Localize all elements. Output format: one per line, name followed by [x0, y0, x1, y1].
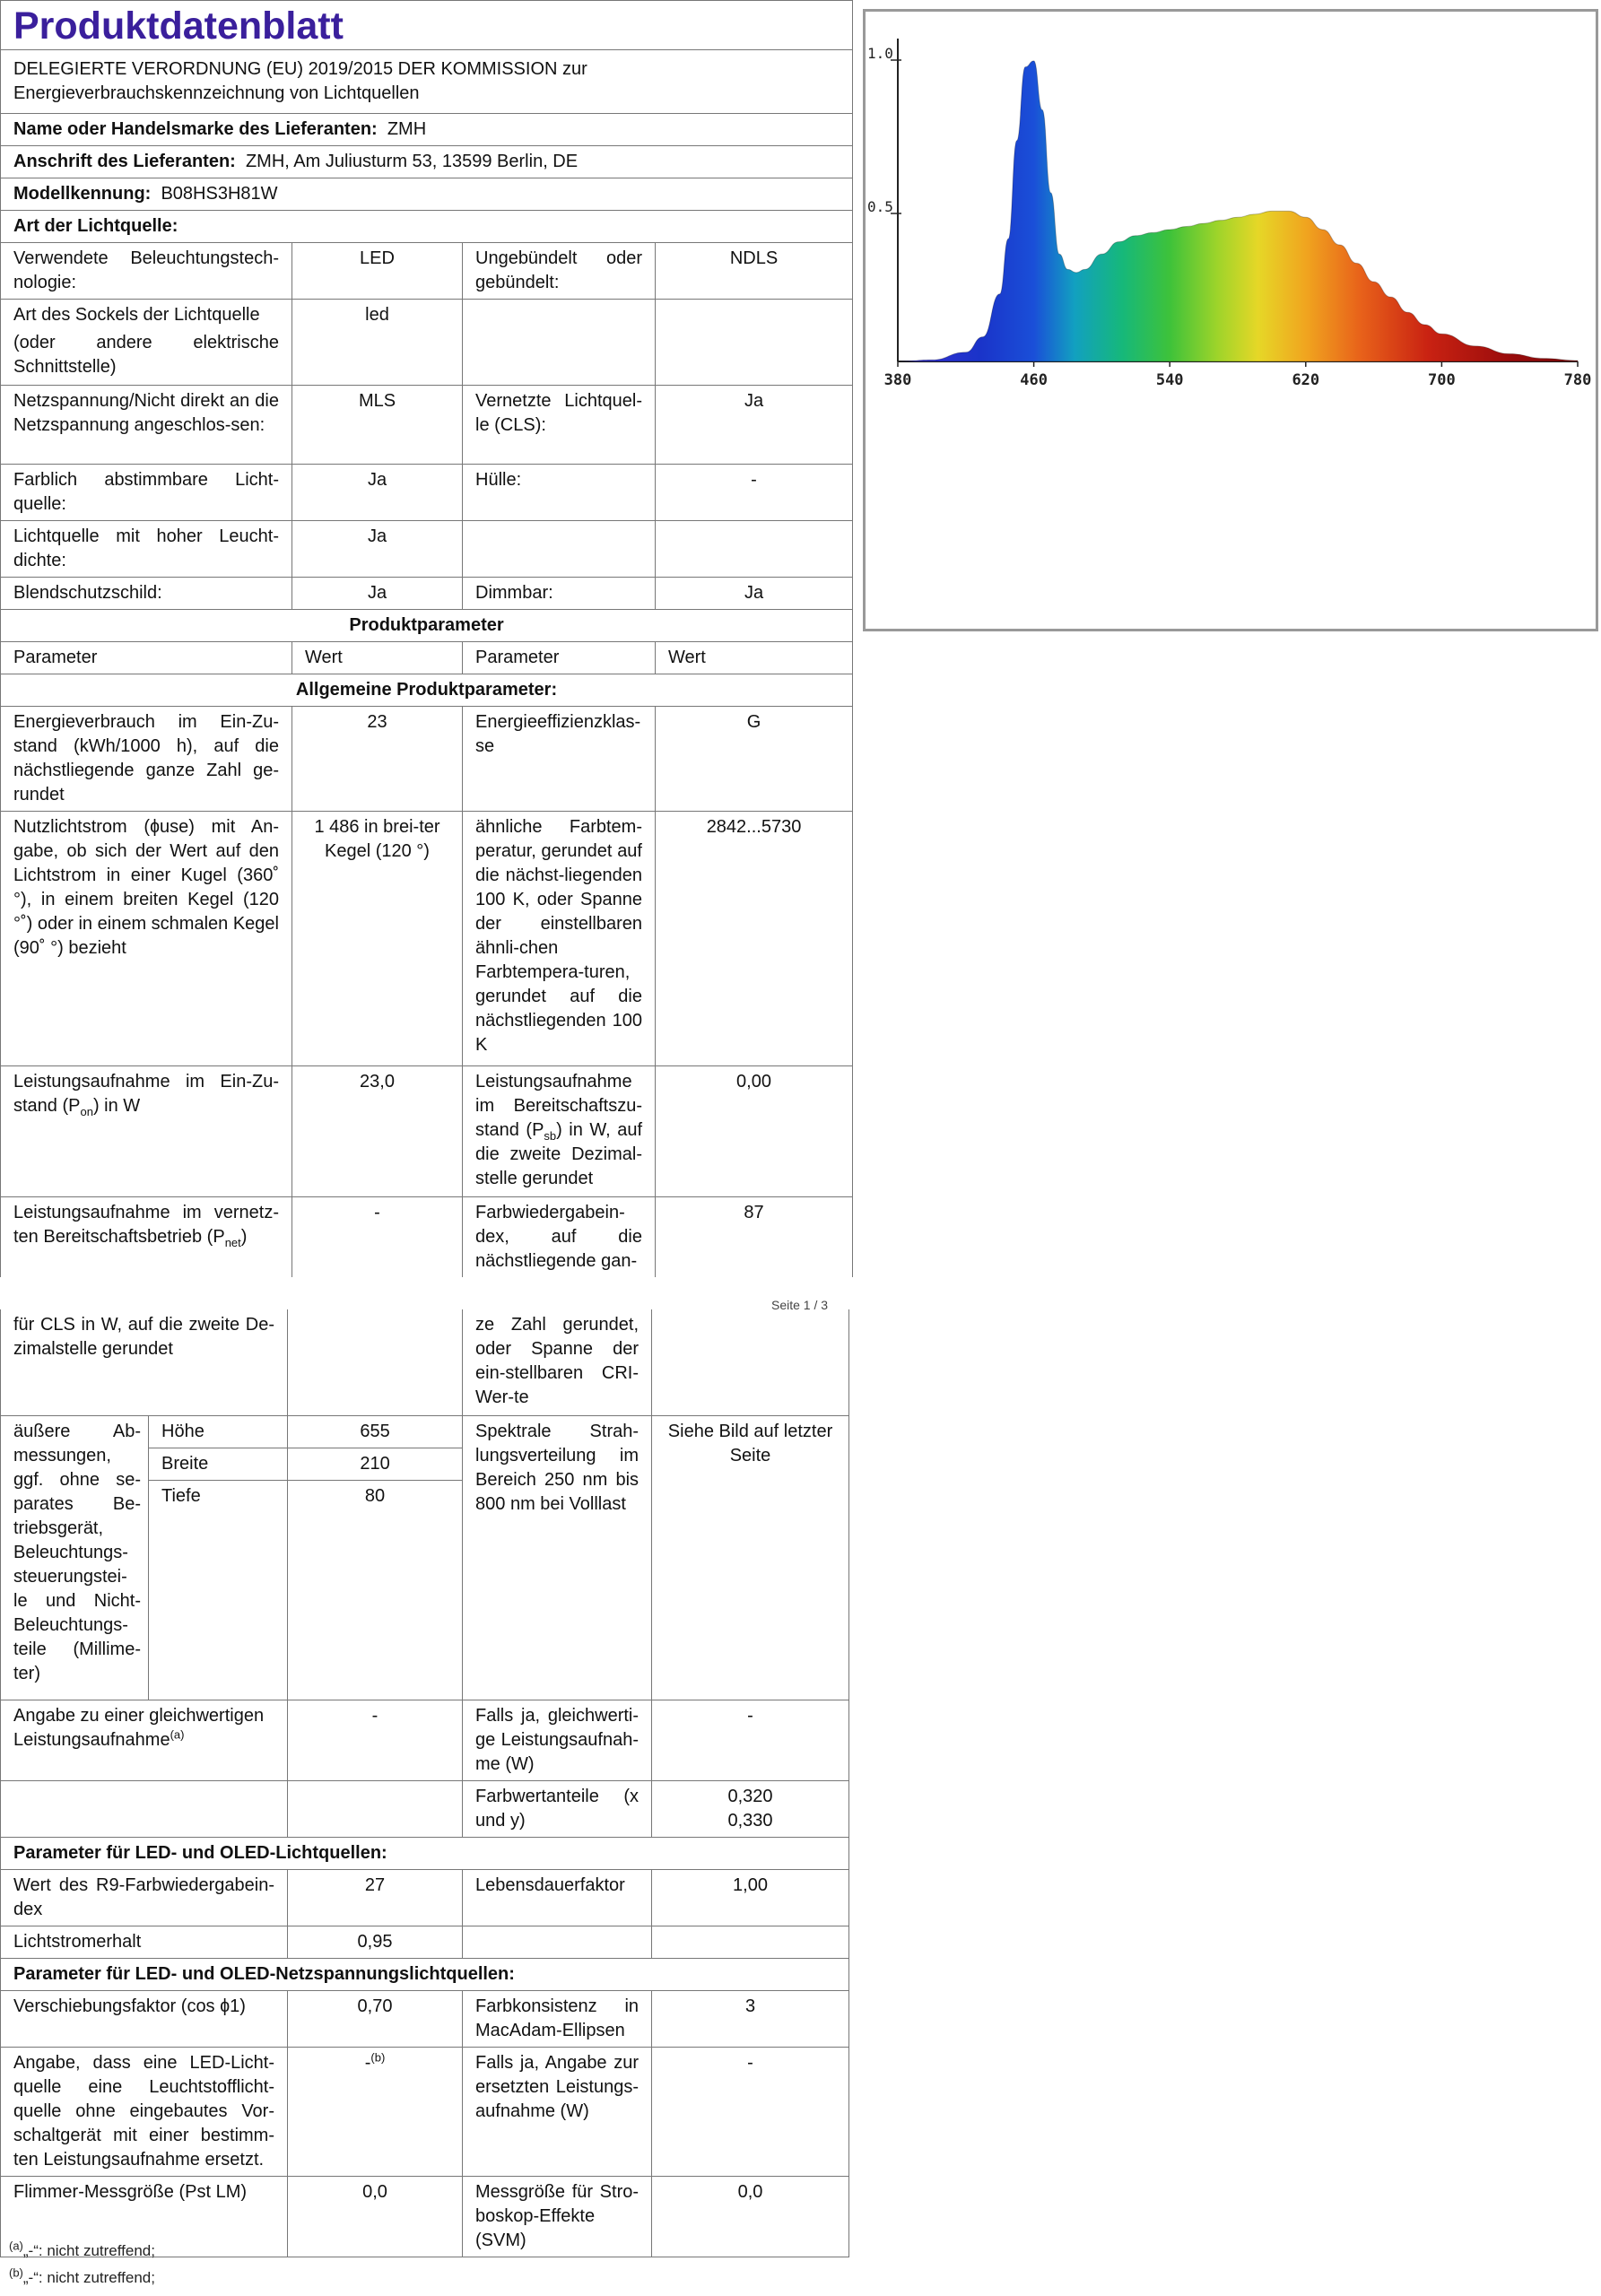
model-row [1, 178, 853, 211]
networked-standby-label: Leistungsaufnahme im vernetz-ten Bereitschaftsbetrieb $(P_{net})$ [1, 1197, 292, 1278]
empty-cell [288, 1512, 463, 1700]
col-header-value: Wert [656, 642, 853, 674]
cct-label: ähnliche Farbtem-peratur, gerundet auf die nächst-liegenden 100 K, oder Spanne der einstellbaren ähnli-chen Farbtempera-turen, gerundet auf die nächstliegenden 100 K [463, 812, 656, 1066]
spectral-distribution-chart [863, 9, 1598, 631]
datasheet-page-2 [0, 1309, 848, 2257]
supplier-address: ZMH, Am Juliusturm 53, 13599 Berlin, DE [245, 152, 579, 171]
empty-cell [1, 1781, 288, 1838]
footnote-a: $^{(a)}$„-“: nicht zutreffend; [9, 2239, 155, 2259]
x-tick-label: 380 [883, 371, 912, 389]
page-title: Produktdatenblatt [1, 1, 853, 50]
mains-value: MLS [292, 386, 463, 465]
r9-label: Wert des R9-Farbwiedergabein-dex [1, 1870, 288, 1926]
height-label: Höhe [149, 1415, 288, 1448]
empty-cell [463, 1926, 652, 1959]
directional-label: Ungebündelt oder gebündelt: [463, 243, 656, 300]
equivalent-power-if-yes-label: Falls ja, gleichwerti-ge Leistungsaufnah-me (W) [463, 1700, 652, 1781]
tech-value: LED [292, 243, 463, 300]
spd-label: Spektrale Strah-lungsverteilung im Bereich 250 nm bis 800 nm bei Volllast [463, 1415, 652, 1700]
r9-value: 27 [288, 1870, 463, 1926]
dimmable-value: Ja [656, 578, 853, 610]
energy-label: Energieverbrauch im Ein-Zu-stand (kWh/1000 h), auf die nächstliegende ganze Zahl ge-rundet [1, 707, 292, 812]
survival-factor-label: Lebensdauerfaktor [463, 1870, 652, 1926]
flicker-value: 0,0 [288, 2177, 463, 2257]
energy-value: 23 [292, 707, 463, 812]
on-power-label: Leistungsaufnahme im Ein-Zu-stand $(P_{on})$ in W [1, 1066, 292, 1197]
dimmable-label: Dimmbar: [463, 578, 656, 610]
anti-glare-label: Blendschutzschild: [1, 578, 292, 610]
y-tick-label: 1.0 [867, 45, 893, 62]
supplier-address-label: Anschrift des Lieferanten: [13, 152, 236, 171]
fluorescent-replacement-label: Angabe, dass eine LED-Licht-quelle eine Leuchtstofflicht-quelle ohne eingebautes Vor-schaltgerät mit einer bestimm-ten Leistungsaufnahme ersetzt. [1, 2048, 288, 2177]
macadam-value: 3 [652, 1991, 849, 2048]
fluorescent-replacement-value: -$^{(b)}$ [288, 2048, 463, 2177]
empty-cell [463, 521, 656, 578]
empty-cell [656, 521, 853, 578]
anti-glare-value: Ja [292, 578, 463, 610]
chromaticity-y: 0,330 [727, 1811, 773, 1831]
chromaticity-value [652, 1781, 849, 1838]
efficiency-class-label: Energieeffizienzklas-se [463, 707, 656, 812]
page-number: Seite 1 / 3 [771, 1298, 829, 1312]
cct-value: 2842...5730 [656, 812, 853, 1066]
tunable-label: Farblich abstimmbare Licht-quelle: [1, 465, 292, 521]
led-heading: Parameter für LED- und OLED-Lichtquellen: [1, 1838, 849, 1870]
col-header-parameter: Parameter [1, 642, 292, 674]
empty-cell [288, 1781, 463, 1838]
on-power-value: 23,0 [292, 1066, 463, 1197]
depth-label: Tiefe [149, 1480, 288, 1512]
spd-value: Siehe Bild auf letzter Seite [652, 1415, 849, 1700]
datasheet-page-1 [0, 0, 852, 1277]
tunable-value: Ja [292, 465, 463, 521]
replaced-power-value: - [652, 2048, 849, 2177]
svm-value: 0,0 [652, 2177, 849, 2257]
empty-cell [463, 300, 656, 386]
regulation-text: DELEGIERTE VERORDNUNG (EU) 2019/2015 DER KOMMISSION zur Energieverbrauchskennzeichnung von Lichtquellen [1, 50, 853, 114]
lumen-maintenance-value: 0,95 [288, 1926, 463, 1959]
equivalent-power-label: Angabe zu einer gleichwertigen Leistungsaufnahme$^{(a)}$ [1, 1700, 288, 1781]
type-heading: Art der Lichtquelle: [1, 211, 853, 243]
mains-heading: Parameter für LED- und OLED-Netzspannungslichtquellen: [1, 1959, 849, 1991]
luminous-flux-label: Nutzlichtstrom (ɸuse) mit An-gabe, ob sich der Wert auf den Lichtstrom in einer Kugel (360˚ °), in einem breiten Kegel (120 °˚) oder in einem schmalen Kegel (90˚ °) bezieht [1, 812, 292, 1066]
col-header-value: Wert [292, 642, 463, 674]
spectral-distribution-svg [866, 12, 1596, 629]
x-tick-label: 620 [1292, 371, 1320, 389]
datasheet-table-continued [0, 1309, 849, 2257]
x-tick-label: 780 [1563, 371, 1592, 389]
cap-type-value: led [292, 300, 463, 386]
footnote-b: $^{(b)}$„-“: nicht zutreffend; [9, 2266, 155, 2286]
mains-label: Netzspannung/Nicht direkt an die Netzspannung angeschlos-sen: [1, 386, 292, 465]
height-value: 655 [288, 1415, 463, 1448]
datasheet-table [0, 0, 853, 1277]
general-heading: Allgemeine Produktparameter: [1, 674, 853, 707]
x-tick-label: 460 [1020, 371, 1048, 389]
chromaticity-label: Farbwertanteile (x und y) [463, 1781, 652, 1838]
product-params-heading: Produktparameter [1, 610, 853, 642]
envelope-label: Hülle: [463, 465, 656, 521]
chromaticity-x: 0,320 [727, 1787, 773, 1806]
chart-series [898, 61, 1578, 361]
col-header-parameter: Parameter [463, 642, 656, 674]
macadam-label: Farbkonsistenz in MacAdam-Ellipsen [463, 1991, 652, 2048]
width-value: 210 [288, 1448, 463, 1480]
cap-type-sublabel: (oder andere elektrische Schnittstelle) [13, 333, 279, 377]
envelope-value: - [656, 465, 853, 521]
displacement-factor-value: 0,70 [288, 1991, 463, 2048]
model-label: Modellkennung: [13, 184, 152, 204]
cri-label-cont: ze Zahl gerundet, oder Spanne der ein-stellbaren CRI-Wer-te [463, 1309, 652, 1415]
cap-type-cell [1, 300, 292, 386]
svm-label: Messgröße für Stro-boskop-Effekte (SVM) [463, 2177, 652, 2257]
standby-power-label: Leistungsaufnahme im Bereitschaftszu-stand $(P_{sb})$ in W, auf die zweite Dezimal-stelle gerundet [463, 1066, 656, 1197]
standby-power-value: 0,00 [656, 1066, 853, 1197]
high-luminance-label: Lichtquelle mit hoher Leucht-dichte: [1, 521, 292, 578]
spectrum-area [898, 61, 1578, 361]
directional-value: NDLS [656, 243, 853, 300]
empty-cell [652, 1309, 849, 1415]
cri-label: Farbwiedergabein-dex, auf die nächstliegende gan- [463, 1197, 656, 1278]
flicker-label: Flimmer-Messgröße (Pst LM) [1, 2177, 288, 2257]
luminous-flux-value: 1 486 in brei-ter Kegel (120 °) [292, 812, 463, 1066]
survival-factor-value: 1,00 [652, 1870, 849, 1926]
tech-label: Verwendete Beleuchtungstech-nologie: [1, 243, 292, 300]
replaced-power-label: Falls ja, Angabe zur ersetzten Leistungs-aufnahme (W) [463, 2048, 652, 2177]
networked-standby-value: - [292, 1197, 463, 1278]
equivalent-power-if-yes-value: - [652, 1700, 849, 1781]
supplier-name-row [1, 114, 853, 146]
supplier-name-label: Name oder Handelsmarke des Lieferanten: [13, 119, 378, 139]
lumen-maintenance-label: Lichtstromerhalt [1, 1926, 288, 1959]
width-label: Breite [149, 1448, 288, 1480]
empty-cell [656, 300, 853, 386]
supplier-address-row [1, 146, 853, 178]
x-tick-label: 540 [1155, 371, 1184, 389]
displacement-factor-label: Verschiebungsfaktor (cos ɸ1) [1, 1991, 288, 2048]
cap-type-label: Art des Sockels der Lichtquelle [13, 305, 260, 325]
empty-cell [288, 1309, 463, 1415]
cri-value: 87 [656, 1197, 853, 1278]
dimensions-label: äußere Ab-messungen, ggf. ohne se-parates Be-triebsgerät, Beleuchtungs-steuerungstei-le und Nicht-Beleuchtungs-teile (Millime-ter) [1, 1415, 149, 1700]
y-tick-label: 0.5 [867, 198, 893, 215]
networked-standby-label-cont: für CLS in W, auf die zweite De-zimalstelle gerundet [1, 1309, 288, 1415]
depth-value: 80 [288, 1480, 463, 1512]
x-tick-label: 700 [1428, 371, 1456, 389]
equivalent-power-value: - [288, 1700, 463, 1781]
model-id: B08HS3H81W [161, 184, 278, 204]
high-luminance-value: Ja [292, 521, 463, 578]
supplier-name: ZMH [387, 119, 427, 139]
efficiency-class-value: G [656, 707, 853, 812]
cls-value: Ja [656, 386, 853, 465]
empty-cell [149, 1512, 288, 1700]
empty-cell [652, 1926, 849, 1959]
cls-label: Vernetzte Lichtquel-le (CLS): [463, 386, 656, 465]
